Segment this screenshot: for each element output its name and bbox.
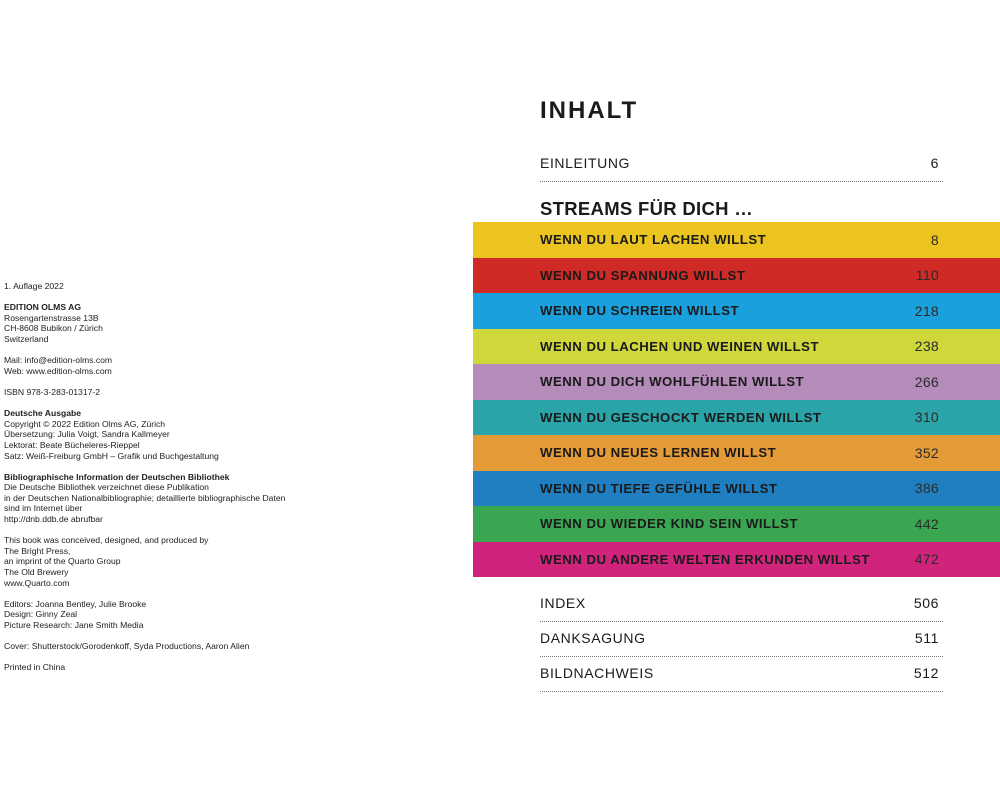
streams-heading: STREAMS FÜR DICH … [540,198,754,219]
stream-page: 110 [915,267,939,284]
dotted-divider [540,691,943,692]
bibliography-line: Die Deutsche Bibliothek verzeichnet diese Publikation [4,482,209,493]
stream-page: 310 [914,409,939,426]
production-line: The Bright Press, [4,545,71,556]
german-edition-line: Lektorat: Beate Bücheleres-Rieppel [4,439,140,450]
german-edition-line: Copyright © 2022 Edition Olms AG, Zürich [4,418,166,429]
credits-line: Editors: Joanna Bentley, Julie Brooke [4,598,147,609]
bibliography-block [4,472,334,525]
address-line: Switzerland [4,333,49,344]
toc-entry-page: 506 [913,594,939,611]
toc-title: INHALT [540,97,639,124]
bibliography-line: sind im Internet über [4,503,83,514]
stream-label: WENN DU NEUES LERNEN WILLST [540,445,777,461]
toc-entry-label: BILDNACHWEIS [540,664,654,681]
bibliography-heading: Bibliographische Information der Deutschen Bibliothek [4,471,230,482]
publisher-block [4,302,334,344]
toc-entry-index[interactable] [540,585,943,620]
german-edition-heading: Deutsche Ausgabe [4,408,82,419]
address-line: CH-8608 Bubikon / Zürich [4,323,103,334]
stream-row[interactable] [473,364,1000,400]
stream-page: 218 [914,302,939,319]
credits-line: Picture Research: Jane Smith Media [4,620,144,630]
contact-mail: Mail: info@edition-olms.com [4,355,113,366]
production-line: The Old Brewery [4,567,69,578]
toc-entry-label: EINLEITUNG [540,154,631,171]
stream-row[interactable] [473,506,1000,542]
bibliography-line: http://dnb.ddb.de abrufbar [4,514,103,525]
toc-entry-einleitung[interactable] [540,145,943,180]
stream-page: 352 [914,444,939,461]
credits-line: Design: Ginny Zeal [4,609,78,620]
stream-label: WENN DU LACHEN UND WEINEN WILLST [540,338,819,354]
stream-page: 266 [914,373,939,390]
isbn-line: ISBN 978-3-283-01317-2 [4,386,101,397]
stream-row[interactable] [473,400,1000,436]
bibliography-line: in der Deutschen Nationalbibliographie; detaillierte bibliographische Daten [4,492,286,503]
stream-row[interactable] [473,329,1000,365]
production-block [4,535,334,588]
stream-label: WENN DU SCHREIEN WILLST [540,303,740,319]
german-edition-line: Satz: Weiß-Freiburg GmbH – Grafik und Buchgestaltung [4,450,219,461]
edition-line: 1. Auflage 2022 [4,281,64,291]
publisher-name: EDITION OLMS AG [4,302,82,313]
stream-row[interactable] [473,542,1000,578]
toc-entry-bildnachweis[interactable] [540,655,943,690]
printed-block [4,662,334,673]
german-edition-line: Übersetzung: Julia Voigt, Sandra Kallmeyer [4,429,170,440]
credits-block [4,599,334,631]
imprint-column [4,281,334,684]
stream-row[interactable] [473,293,1000,329]
toc-entry-page: 512 [913,664,939,681]
toc-entry-label: INDEX [540,594,586,611]
dotted-divider [540,181,943,182]
toc-entry-danksagung[interactable] [540,620,943,655]
stream-page: 442 [914,515,939,532]
stream-row[interactable] [473,435,1000,471]
stream-label: WENN DU SPANNUNG WILLST [540,267,746,283]
contact-web: Web: www.edition-olms.com [4,365,112,376]
stream-row[interactable] [473,471,1000,507]
stream-page: 386 [914,480,939,497]
edition-block [4,281,334,292]
production-line: www.Quarto.com [4,577,70,588]
toc-entry-page: 511 [914,629,939,646]
production-line: an imprint of the Quarto Group [4,556,121,567]
address-line: Rosengartenstrasse 13B [4,312,99,323]
cover-credit: Cover: Shutterstock/Gorodenkoff, Syda Productions, Aaron Alien [4,641,250,652]
stream-label: WENN DU ANDERE WELTEN ERKUNDEN WILLST [540,551,870,567]
stream-row[interactable] [473,258,1000,294]
contact-block [4,355,334,376]
stream-page: 238 [914,338,939,355]
german-edition-block [4,408,334,461]
stream-label: WENN DU TIEFE GEFÜHLE WILLST [540,480,778,496]
cover-block [4,641,334,652]
stream-label: WENN DU WIEDER KIND SEIN WILLST [540,516,798,532]
stream-label: WENN DU DICH WOHLFÜHLEN WILLST [540,374,805,390]
stream-page: 472 [914,551,939,568]
stream-page: 8 [930,231,939,248]
isbn-block [4,387,334,398]
toc-entry-label: DANKSAGUNG [540,629,646,646]
stream-label: WENN DU GESCHOCKT WERDEN WILLST [540,409,822,425]
stream-row[interactable] [473,222,1000,258]
toc-entry-page: 6 [930,154,939,171]
stream-label: WENN DU LAUT LACHEN WILLST [540,232,767,248]
streams-list [473,222,1000,577]
production-line: This book was conceived, designed, and produced by [4,535,209,546]
printed-in: Printed in China [4,662,66,673]
